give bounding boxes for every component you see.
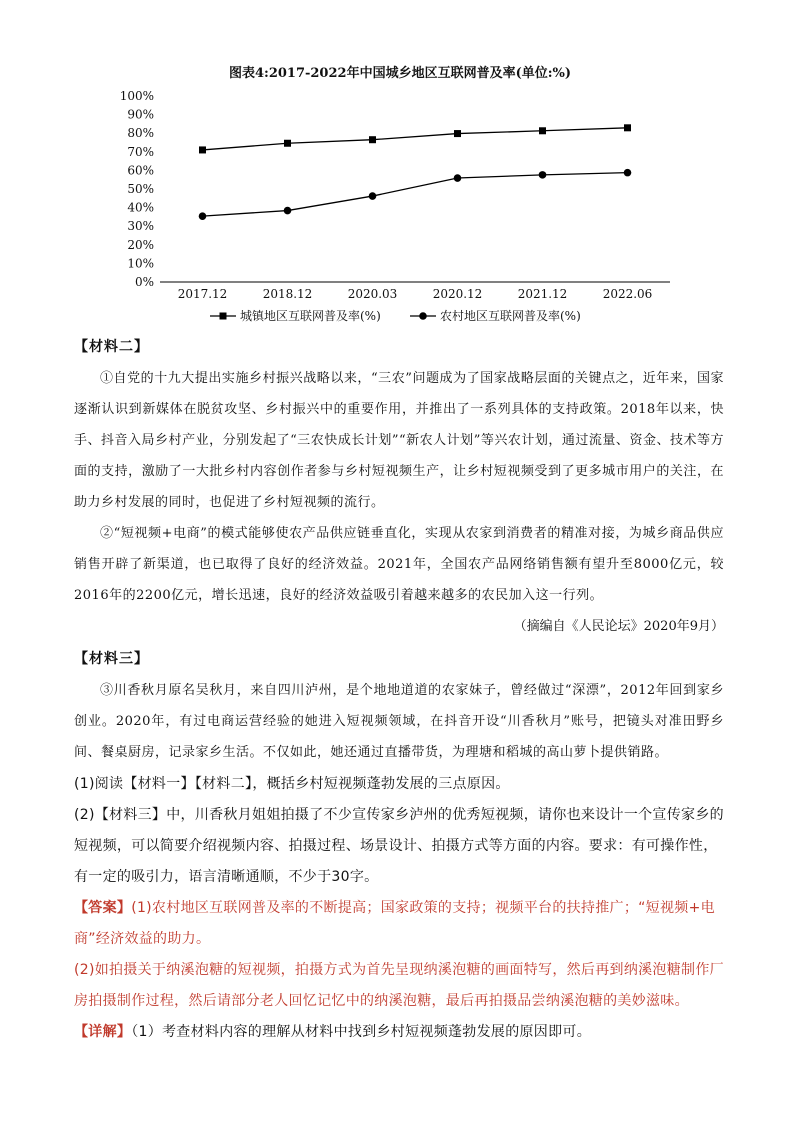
data-point-square [624, 124, 631, 131]
material2-section [74, 336, 724, 356]
y-tick-label: 80% [127, 126, 154, 141]
series-line-1 [203, 128, 628, 150]
y-tick-label: 30% [127, 219, 154, 234]
material2-source: （摘编自《人民论坛》2020年9月） [513, 619, 724, 634]
chart-svg [110, 82, 690, 332]
legend-label-1: 城镇地区互联网普及率(%) [240, 309, 381, 323]
material2-body [74, 363, 724, 634]
data-point-square [454, 130, 461, 137]
data-point-circle [539, 171, 547, 179]
y-tick-label: 100% [119, 89, 154, 103]
x-tick-label: 2017.12 [177, 287, 228, 301]
chart-title: 图表4:2017-2022年中国城乡地区互联网普及率(单位:%) [228, 66, 572, 81]
questions-section [74, 769, 724, 1048]
x-tick-label: 2020.03 [347, 287, 398, 301]
data-point-square [284, 140, 291, 147]
data-point-circle [284, 207, 292, 215]
material3-section [74, 648, 724, 668]
y-tick-label: 70% [127, 144, 154, 159]
y-tick-label: 50% [127, 182, 154, 196]
x-tick-label: 2018.12 [262, 287, 313, 301]
y-tick-label: 40% [127, 200, 154, 215]
detail-tag: 【详解】 [74, 1024, 132, 1040]
x-tick-label: 2022.06 [602, 287, 653, 301]
y-tick-label: 10% [127, 256, 154, 271]
answer-tag: 【答案】 [74, 900, 132, 916]
question-1: (1)阅读【材料一】【材料二】，概括乡村短视频蓬勃发展的三点原因。 [74, 776, 510, 792]
x-tick-label: 2021.12 [517, 287, 568, 301]
data-point-circle [369, 192, 377, 200]
material2-paragraph-1: ①自党的十九大提出实施乡村振兴战略以来，“三农”问题成为了国家战略层面的关键点之，近年来，国家逐渐认识到新媒体在脱贫攻坚、乡村振兴中的重要作用，并推出了一系列具体的支持政策。2018年以来，快手、抖音入局乡村产业，分别发起了“三农快成长计划”“新农人计划”等兴农计划，通过流量、资金、技术等方面的支持，激励了一大批乡村内容创作者参与乡村短视频生产，让乡村短视频受到了更多城市用户的关注，在助力乡村发展的同时，也促进了乡村短视频的流行。 [74, 371, 724, 510]
y-tick-label: 20% [127, 237, 154, 252]
series-line-2 [203, 173, 628, 217]
x-tick-label: 2020.12 [432, 287, 483, 301]
data-point-square [199, 146, 206, 153]
answer-1 [74, 893, 724, 955]
data-point-circle [199, 212, 207, 220]
material3-body [74, 675, 724, 768]
material2-paragraph-2: ②“短视频+电商”的模式能够使农产品供应链垂直化，实现从农家到消费者的精准对接，为城乡商品供应销售开辟了新渠道，也已取得了良好的经济效益。2021年，全国农产品网络销售额有望升至8000亿元，较2016年的2200亿元，增长迅速，良好的经济效益吸引着越来越多的农民加入这一行列。 [74, 526, 724, 603]
legend-marker-circle [419, 312, 427, 320]
legend-label-2: 农村地区互联网普及率(%) [440, 309, 581, 323]
y-tick-label: 60% [127, 163, 154, 178]
answer-1-text: (1)农村地区互联网普及率的不断提高；国家政策的支持；视频平台的扶持推广；“短视频+电商”经济效益的助力。 [74, 900, 715, 947]
data-point-square [369, 136, 376, 143]
internet-penetration-chart [110, 62, 690, 332]
y-tick-label: 90% [127, 107, 154, 122]
data-point-circle [454, 174, 462, 182]
material2-heading: 【材料二】 [74, 339, 149, 355]
detail [74, 1017, 724, 1048]
material3-paragraph: ③川香秋月原名吴秋月，来自四川泸州，是个地地道道的农家妹子，曾经做过“深漂”，2012年回到家乡创业。2020年，有过电商运营经验的她进入短视频领域，在抖音开设“川香秋月”账号，把镜头对准田野乡间、餐桌厨房，记录家乡生活。不仅如此，她还通过直播带货，为理塘和稻城的高山萝卜提供销路。 [74, 683, 724, 760]
data-point-square [539, 127, 546, 134]
question-2: (2)【材料三】中，川香秋月姐姐拍摄了不少宣传家乡泸州的优秀短视频，请你也来设计一个宣传家乡的短视频，可以简要介绍视频内容、拍摄过程、场景设计、拍摄方式等方面的内容。要求：有可操作性，有一定的吸引力，语言清晰通顺，不少于30字。 [74, 807, 724, 885]
answer-2: (2)如拍摄关于纳溪泡糖的短视频，拍摄方式为首先呈现纳溪泡糖的画面特写，然后再到纳溪泡糖制作厂房拍摄制作过程，然后请部分老人回忆记忆中的纳溪泡糖，最后再拍摄品尝纳溪泡糖的美妙滋味。 [74, 962, 724, 1009]
y-tick-label: 0% [134, 275, 154, 289]
detail-text: （1）考查材料内容的理解从材料中找到乡村短视频蓬勃发展的原因即可。 [131, 1024, 592, 1040]
material3-heading: 【材料三】 [74, 651, 149, 667]
data-point-circle [624, 169, 632, 177]
legend-marker-square [220, 313, 227, 320]
